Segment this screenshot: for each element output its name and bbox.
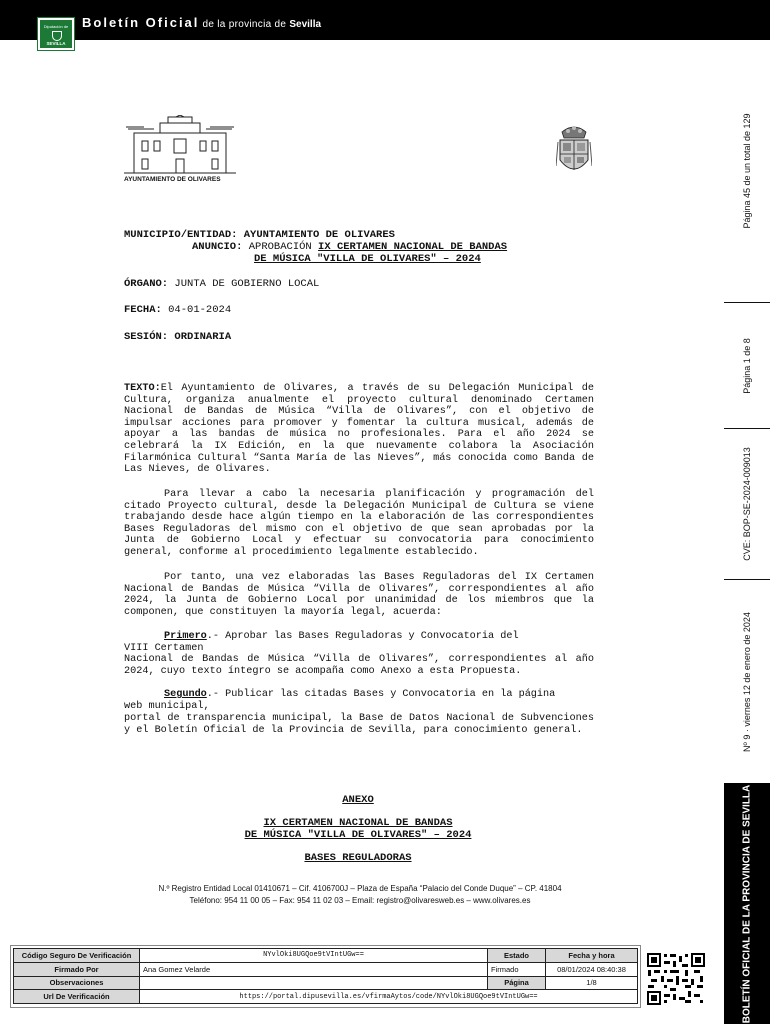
boletin-subtitle: de la provincia de (199, 19, 290, 30)
observaciones-label: Observaciones (14, 976, 140, 990)
anuncio-title-2: DE MÚSICA "VILLA DE OLIVARES" – 2024 (254, 253, 481, 265)
csv-label: Código Seguro De Verificación (14, 949, 140, 963)
verification-table (13, 948, 638, 1004)
logo-top-text: Diputación de (43, 24, 69, 29)
organo-value: JUNTA DE GOBIERNO LOCAL (168, 278, 320, 290)
organo-label: ÓRGANO: (124, 278, 169, 290)
address-line-2: Teléfono: 954 11 00 05 – Fax: 954 11 02 03 – Email: registro@olivaresweb.es – www.olivares.es (189, 896, 531, 905)
url-label: Url De Verificación (14, 990, 140, 1004)
coat-of-arms-icon (556, 122, 592, 178)
paragraph-3: Por tanto, una vez elaboradas las Bases Reguladoras del IX Certamen Nacional de Bandas de Música “Villa de Olivares”, correspondientes al año 2024, la Junta de Gobierno Local por unanimidad de los miembros que la componen, que constituyen la mayoría legal, acuerda: (124, 572, 594, 618)
anexo-heading: ANEXO (342, 794, 374, 806)
texto-body: El Ayuntamiento de Olivares, a través de su Delegación Municipal de Cultura, organiza anualmente el proyecto cultural denominado Certamen Nacional de Bandas de Música “Villa de Olivares”, con el objetivo de impulsar acciones para promover y fomentar la cultura musical, además de apoyar a las bandas de música no profesionales. Para el año 2024 se celebrará la IX Edición, en la que nuevamente colabora la Asociación Filarmónica Cultural “Santa María de las Nieves”, más conocida como Banda de Las Nieves, de Olivares. (124, 383, 594, 476)
primero-line-2: VIII Certamen (124, 643, 204, 654)
qr-code-icon (646, 952, 706, 1006)
sesion-label: SESIÓN: (124, 331, 169, 343)
diputacion-logo (37, 17, 75, 51)
url-value[interactable]: https://portal.dipusevilla.es/vfirmaAytos/code/NYvlOki8UGQoe9tVIntUGw== (140, 990, 638, 1004)
anexo-subtitle: BASES REGULADORAS (304, 852, 412, 864)
segundo-rest: portal de transparencia municipal, la Base de Datos Nacional de Subvenciones y el Boletín Oficial de la Provincia de Sevilla, para conocimiento general. (124, 713, 594, 736)
side-issue: Nº 9 · viernes 12 de enero de 2024 (742, 611, 752, 752)
table-row (14, 976, 638, 990)
shield-icon (52, 31, 62, 41)
anexo-title-1: IX CERTAMEN NACIONAL DE BANDAS (263, 817, 453, 829)
anuncio-line (192, 241, 507, 253)
estado-label: Estado (488, 949, 546, 963)
anuncio-title-1: IX CERTAMEN NACIONAL DE BANDAS (318, 241, 508, 253)
texto-label: TEXTO: (124, 383, 161, 394)
header-bar (0, 0, 770, 40)
side-cve: CVE: BOP-SE-2024-009013 (742, 447, 752, 561)
csv-value: NYvlOki8UGQoe9tVIntUGw== (140, 949, 488, 963)
boletin-place: Sevilla (289, 19, 322, 30)
paragraph-2: Para llevar a cabo la necesaria planificación y programación del citado Proyecto cultural, desde la Delegación Municipal de Cultura se viene trabajando desde hace algún tiempo en la elaboración de las correspondientes Bases Reguladoras del mismo con el objetivo de que sean aprobadas por la Junta de Gobierno Local y efectuar su convocatoria para conocimiento general, conforme al procedimiento legalmente establecido. (124, 489, 594, 558)
anexo-title-2: DE MÚSICA "VILLA DE OLIVARES" – 2024 (244, 829, 472, 841)
table-row (14, 990, 638, 1004)
header-title (82, 14, 321, 32)
table-row (14, 962, 638, 976)
estado-value: Firmado (488, 962, 546, 976)
logo-bottom-text: SEVILLA (46, 41, 66, 46)
fecha-line (124, 304, 231, 316)
entidad-label: MUNICIPIO/ENTIDAD: (124, 229, 238, 241)
fecha-hora-label: Fecha y hora (546, 949, 638, 963)
segundo-label: Segundo (164, 689, 207, 700)
pagina-value: 1/8 (546, 976, 638, 990)
side-boletin-strip (724, 783, 770, 1024)
fecha-label: FECHA: (124, 304, 162, 316)
segundo-line-2: web municipal, (124, 701, 210, 712)
paragraph-texto (124, 383, 594, 476)
fecha-value: 04-01-2024 (161, 304, 232, 316)
anuncio-label: ANUNCIO: (192, 241, 243, 253)
primero-block (124, 631, 594, 643)
observaciones-value (140, 976, 488, 990)
anuncio-line-2 (254, 253, 481, 265)
ayuntamiento-label: AYUNTAMIENTO DE OLIVARES (124, 176, 221, 183)
sesion-line (124, 331, 231, 343)
sesion-value: ORDINARIA (168, 331, 232, 343)
side-page: Página 1 de 8 (742, 337, 752, 394)
pagina-label: Página (488, 976, 546, 990)
fecha-hora-value: 08/01/2024 08:40:38 (546, 962, 638, 976)
entidad-value: AYUNTAMIENTO DE OLIVARES (237, 229, 395, 241)
primero-label: Primero (164, 631, 207, 642)
organo-line (124, 278, 319, 290)
address-line-1: N.º Registro Entidad Local 01410671 – Cif. 4106700J – Plaza de España “Palacio del Conde Duque” – CP. 41804 (158, 884, 562, 893)
segundo-line-1: .- Publicar las citadas Bases y Convocatoria en la página (206, 689, 556, 700)
table-row (14, 949, 638, 963)
boletin-title: Boletín Oficial (82, 15, 200, 30)
anuncio-value: APROBACIÓN (242, 241, 319, 253)
entidad-line (124, 229, 395, 241)
segundo-block (124, 689, 594, 701)
primero-rest: Nacional de Bandas de Música “Villa de Olivares”, correspondientes al año 2024, cuyo texto íntegro se acompaña como Anexo a esta Propuesta. (124, 654, 594, 677)
primero-line-1: .- Aprobar las Bases Reguladoras y Convocatoria del (206, 631, 519, 642)
side-boletin-text: BOLETÍN OFICIAL DE LA PROVINCIA DE SEVILLA (741, 784, 753, 1023)
firmado-value: Ana Gomez Velarde (140, 962, 488, 976)
firmado-label: Firmado Por (14, 962, 140, 976)
side-page-total: Página 45 de un total de 129 (742, 113, 752, 229)
